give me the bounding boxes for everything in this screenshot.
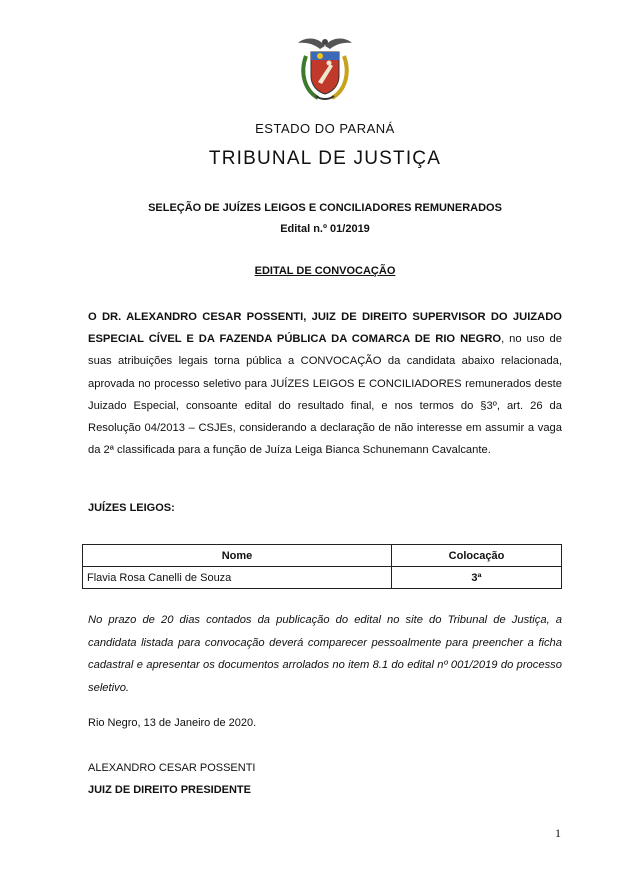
- selection-title: SELEÇÃO DE JUÍZES LEIGOS E CONCILIADORES REMUNERADOS: [148, 202, 502, 214]
- candidate-name: Flavia Rosa Canelli de Souza: [83, 567, 392, 589]
- signature-title: JUIZ DE DIREITO PRESIDENTE: [88, 784, 251, 796]
- candidates-table: [82, 544, 562, 589]
- notice-title: EDITAL DE CONVOCAÇÃO: [254, 265, 396, 277]
- state-name: ESTADO DO PARANÁ: [255, 121, 395, 136]
- signature-name: ALEXANDRO CESAR POSSENTI: [88, 762, 256, 774]
- column-header-name: Nome: [83, 545, 392, 567]
- edital-number: Edital n.º 01/2019: [280, 223, 370, 235]
- candidate-position: 3ª: [392, 567, 562, 589]
- court-name: TRIBUNAL DE JUSTIÇA: [208, 148, 442, 169]
- body-paragraph: [88, 306, 562, 461]
- page-number: 1: [555, 826, 561, 840]
- notice-paragraph: No prazo de 20 dias contados da publicação do edital no site do Tribunal de Justiça, a candidata listada para convocação deverá comparecer pessoalmente para preencher a ficha cadastral e apresentar os documentos arrolados no item 8.1 do edital nº 001/2019 do processo seletivo.: [88, 614, 562, 694]
- body-text: , no uso de suas atribuições legais torna pública a CONVOCAÇÃO da candidata abaixo relacionada, aprovada no processo seletivo para JUÍZES LEIGOS E CONCILIADORES remunerados deste Juizado Especial, consoante edital do resultado final, e nos termos do §3º, art. 26 da Resolução 04/2013 – CSJEs, considerando a declaração de não interesse em assumir a vaga da 2ª classificada para a função de Juíza Leiga Bianca Schunemann Cavalcante.: [88, 333, 562, 457]
- table-row: [83, 567, 562, 589]
- section-label: JUÍZES LEIGOS:: [88, 502, 175, 514]
- table-header-row: [83, 545, 562, 567]
- date-line: Rio Negro, 13 de Janeiro de 2020.: [88, 717, 257, 729]
- parana-coat-of-arms-logo: [296, 34, 354, 104]
- body-bold-intro: O DR. ALEXANDRO CESAR POSSENTI, JUIZ DE DIREITO SUPERVISOR DO JUIZADO ESPECIAL CÍVEL E DA FAZENDA PÚBLICA DA COMARCA DE RIO NEGRO: [88, 311, 562, 346]
- column-header-position: Colocação: [392, 545, 562, 567]
